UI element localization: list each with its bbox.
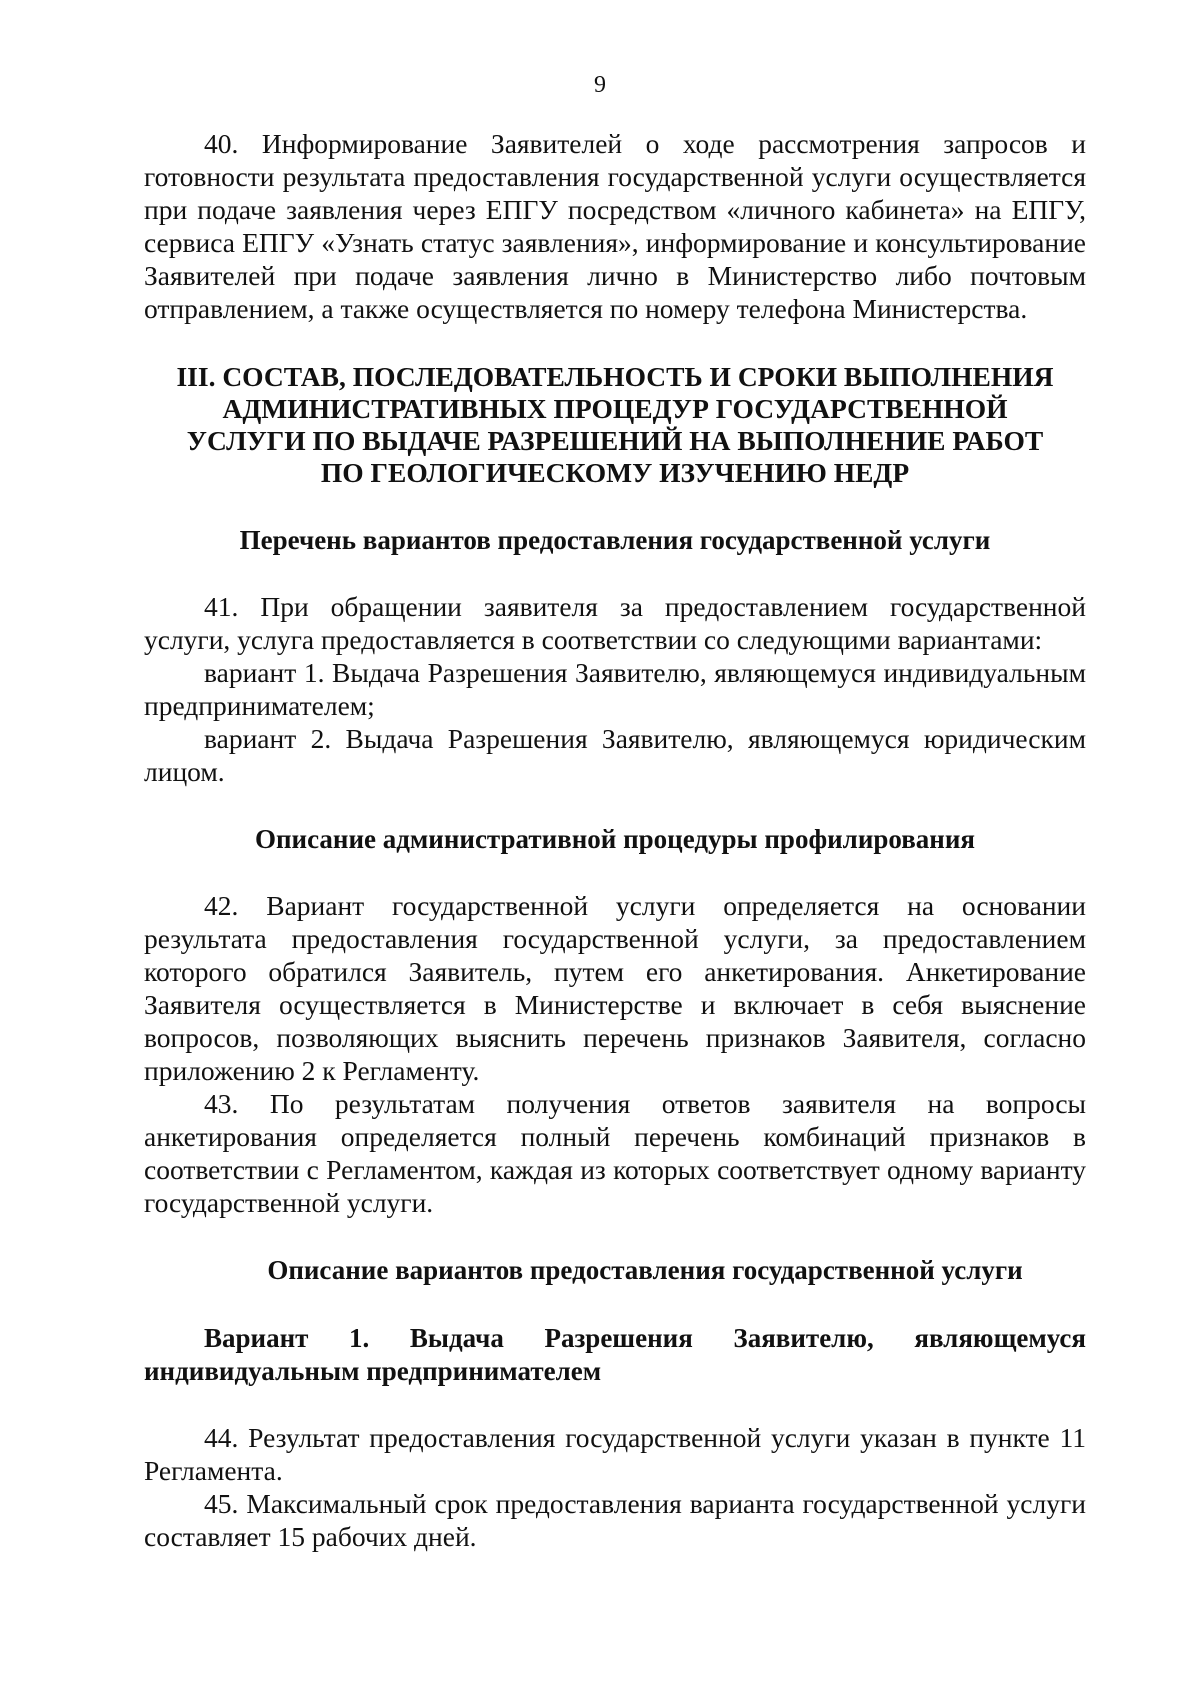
- heading-profiling: Описание административной процедуры профилирования: [254, 824, 976, 854]
- section-title-line: АДМИНИСТРАТИВНЫХ ПРОЦЕДУР ГОСУДАРСТВЕННОЙ: [222, 393, 1008, 424]
- heading-variants-description: Описание вариантов предоставления государственной услуги: [267, 1255, 1023, 1285]
- document-body: [144, 127, 1086, 1553]
- heading-variants-list: Перечень вариантов предоставления государственной услуги: [239, 525, 991, 555]
- section-title: [144, 361, 1086, 489]
- paragraph-41: 41. При обращении заявителя за предоставлением государственной услуги, услуга предоставляется в соответствии со следующими вариантами:: [144, 591, 1086, 655]
- paragraph-45: 45. Максимальный срок предоставления варианта государственной услуги составляет 15 рабочих дней.: [144, 1488, 1086, 1552]
- paragraph-42: 42. Вариант государственной услуги определяется на основании результата предоставления государственной услуги, за предоставлением которого обратился Заявитель, путем его анкетирования. Анкетирование Заявителя осуществляется в Министерстве и включает в себя выяснение вопросов, позволяющих выяснить перечень признаков Заявителя, согласно приложению 2 к Регламенту.: [144, 890, 1086, 1086]
- paragraph-44: 44. Результат предоставления государственной услуги указан в пункте 11 Регламента.: [144, 1422, 1086, 1486]
- variant-1-block: [144, 1421, 1086, 1553]
- paragraph-40: 40. Информирование Заявителей о ходе рассмотрения запросов и готовности результата предоставления государственной услуги осуществляется при подаче заявления через ЕПГУ посредством «личного кабинета» на ЕПГУ, сервиса ЕПГУ «Узнать статус заявления», информирование и консультирование Заявителей при подаче заявления лично в Министерство либо почтовым отправлением, а также осуществляется по номеру телефона Министерства.: [144, 128, 1086, 324]
- section-title-line: III. СОСТАВ, ПОСЛЕДОВАТЕЛЬНОСТЬ И СРОКИ ВЫПОЛНЕНИЯ: [176, 361, 1054, 392]
- page-number: 9: [594, 72, 606, 98]
- variant-2-item: вариант 2. Выдача Разрешения Заявителю, являющемуся юридическим лицом.: [144, 723, 1086, 787]
- heading-variant-1: Вариант 1. Выдача Разрешения Заявителю, являющемуся индивидуальным предпринимателем: [144, 1323, 1086, 1386]
- variants-list-block: [144, 590, 1086, 788]
- variant-1-item: вариант 1. Выдача Разрешения Заявителю, являющемуся индивидуальным предпринимателем;: [144, 657, 1086, 721]
- section-title-line: УСЛУГИ ПО ВЫДАЧЕ РАЗРЕШЕНИЙ НА ВЫПОЛНЕНИЕ РАБОТ: [186, 425, 1044, 456]
- profiling-block: [144, 889, 1086, 1219]
- section-title-line: ПО ГЕОЛОГИЧЕСКОМУ ИЗУЧЕНИЮ НЕДР: [320, 457, 910, 488]
- paragraph-43: 43. По результатам получения ответов заявителя на вопросы анкетирования определяется полный перечень комбинаций признаков в соответствии с Регламентом, каждая из которых соответствует одному варианту государственной услуги.: [144, 1088, 1086, 1218]
